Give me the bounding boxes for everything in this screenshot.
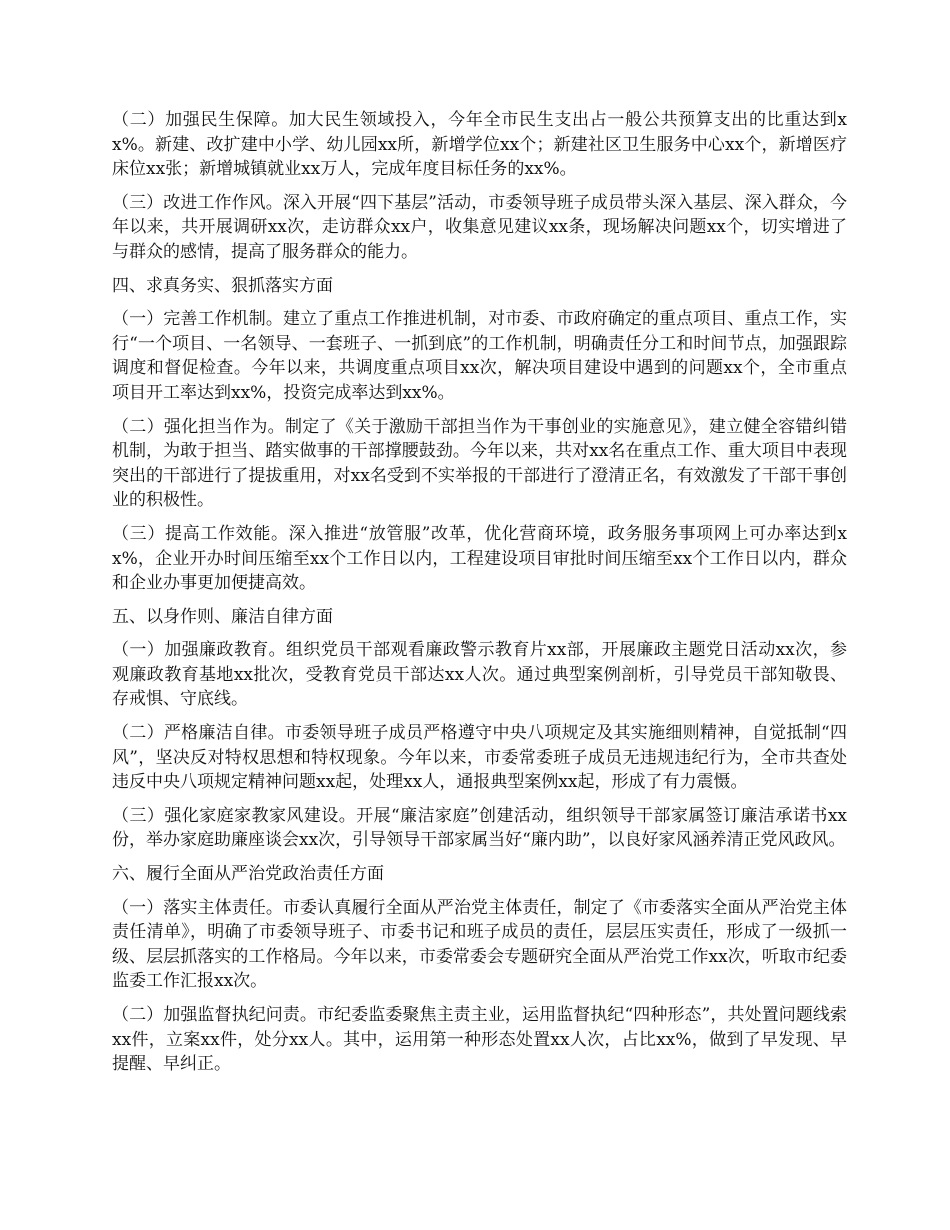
paragraph-jiafeng-jianshe: （三）强化家庭家教家风建设。开展“廉洁家庭”创建活动，组织领导干部家属签订廉洁承诺书xx份，举办家庭助廉座谈会xx次，引导领导干部家属当好“廉内助”，以良好家风涵养清正党风政风。 [112,805,847,851]
section-heading-6: 六、履行全面从严治党政治责任方面 [112,864,384,885]
paragraph-gongzuo-xiaoneng: （三）提高工作效能。深入推进“放管服”改革，优化营商环境，政务服务事项网上可办率达到xx%，企业开办时间压缩至xx个工作日以内，工程建设项目审批时间压缩至xx个工作日以内，群众和企业办事更加便捷高效。 [112,523,847,594]
paragraph-danDang-zuowei: （二）强化担当作为。制定了《关于激励干部担当作为干事创业的实施意见》，建立健全容错纠错机制，为敢于担当、踏实做事的干部撑腰鼓劲。今年以来，共对xx名在重点工作、重大项目中表现突出的干部进行了提拔重用，对xx名受到不实举报的干部进行了澄清正名，有效激发了干部干事创业的积极性。 [112,416,847,511]
document-body [112,108,847,1086]
paragraph-gaijin-zuofeng: （三）改进工作作风。深入开展“四下基层”活动，市委领导班子成员带头深入基层、深入群众，今年以来，共开展调研xx次，走访群众xx户，收集意见建议xx条，现场解决问题xx个，切实增进了与群众的感情，提高了服务群众的能力。 [112,192,847,262]
section-heading-4: 四、求真务实、狠抓落实方面 [112,275,333,296]
paragraph-minsheng-baozhang: （二）加强民生保障。加大民生领域投入，今年全市民生支出占一般公共预算支出的比重达到xx%。新建、改扩建中小学、幼儿园xx所，新增学位xx个；新建社区卫生服务中心xx个，新增医疗床位xx张；新增城镇就业xx万人，完成年度目标任务的xx%。 [112,110,847,180]
paragraph-wanshan-jizhi: （一）完善工作机制。建立了重点工作推进机制，对市委、市政府确定的重点项目、重点工作，实行“一个项目、一名领导、一套班子、一抓到底”的工作机制，明确责任分工和时间节点，加强跟踪调度和督促检查。今年以来，共调度重点项目xx次，解决项目建设中遇到的问题xx个，全市重点项目开工率达到xx%，投资完成率达到xx%。 [112,309,847,403]
paragraph-jiandu-zhiji: （二）加强监督执纪问责。市纪委监委聚焦主责主业，运用监督执纪“四种形态”，共处置问题线索xx件，立案xx件，处分xx人。其中，运用第一种形态处置xx人次，占比xx%，做到了早发现、早提醒、早纠正。 [112,1005,847,1075]
paragraph-zhuti-zeren: （一）落实主体责任。市委认真履行全面从严治党主体责任，制定了《市委落实全面从严治党主体责任清单》，明确了市委领导班子、市委书记和班子成员的责任，层层压实责任，形成了一级抓一级、层层抓落实的工作格局。今年以来，市委常委会专题研究全面从严治党工作xx次，听取市纪委监委工作汇报xx次。 [112,897,847,992]
section-heading-5: 五、以身作则、廉洁自律方面 [112,606,333,627]
paragraph-lianjie-zilv: （二）严格廉洁自律。市委领导班子成员严格遵守中央八项规定及其实施细则精神，自觉抵制“四风”，坚决反对特权思想和特权现象。今年以来，市委常委班子成员无违规违纪行为，全市共查处违反中央八项规定精神问题xx起，处理xx人，通报典型案例xx起，形成了有力震慑。 [112,723,847,793]
paragraph-lianzheng-jiaoyu: （一）加强廉政教育。组织党员干部观看廉政警示教育片xx部，开展廉政主题党日活动xx次，参观廉政教育基地xx批次，受教育党员干部达xx人次。通过典型案例剖析，引导党员干部知敬畏、存戒惧、守底线。 [112,640,847,710]
